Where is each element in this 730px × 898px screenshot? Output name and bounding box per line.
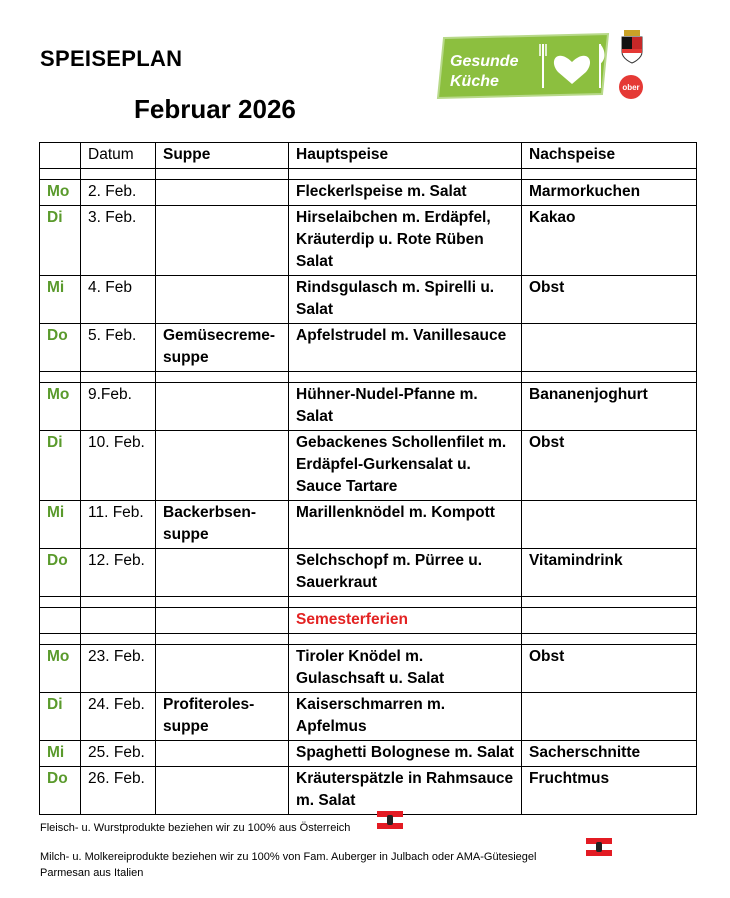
date-cell: 11. Feb.: [81, 501, 156, 549]
table-row: [40, 549, 697, 597]
date-cell: 2. Feb.: [81, 180, 156, 206]
soup-cell: [156, 767, 289, 815]
spacer-cell: [81, 169, 156, 180]
main-dish-cell: Hirselaibchen m. Erdäpfel, Kräuterdip u. Rote Rüben Salat: [289, 206, 522, 276]
col-header-day: [40, 143, 81, 169]
main-dish-cell: Marillenknödel m. Kompott: [289, 501, 522, 549]
spacer-cell: [81, 597, 156, 608]
main-dish-cell: Tiroler Knödel m. Gulaschsaft u. Salat: [289, 645, 522, 693]
spacer-cell: [156, 597, 289, 608]
table-row: [40, 324, 697, 372]
spacer-cell: [40, 169, 81, 180]
table-row: [40, 431, 697, 501]
spacer-cell: [289, 169, 522, 180]
date-cell: 4. Feb: [81, 276, 156, 324]
table-row: [40, 645, 697, 693]
ober-logo-text: ober: [622, 83, 640, 92]
table-row: [40, 501, 697, 549]
table-row: [40, 180, 697, 206]
dessert-cell: Bananenjoghurt: [522, 383, 697, 431]
soup-cell: [156, 549, 289, 597]
ober-logo-icon: [618, 74, 644, 100]
logo-text-line2: Küche: [450, 73, 499, 90]
main-dish-cell: Selchschopf m. Pürree u. Sauerkraut: [289, 549, 522, 597]
col-header-date: Datum: [81, 143, 156, 169]
soup-cell: [156, 645, 289, 693]
col-header-dessert: Nachspeise: [522, 143, 697, 169]
spacer-cell: [522, 169, 697, 180]
day-cell: Mi: [40, 501, 81, 549]
soup-cell: [156, 206, 289, 276]
spacer-cell: [522, 372, 697, 383]
dessert-cell: [522, 501, 697, 549]
table-row: [40, 206, 697, 276]
coat-of-arms-icon: [620, 30, 644, 64]
main-dish-cell: Apfelstrudel m. Vanillesauce: [289, 324, 522, 372]
soup-cell: Backerbsen-suppe: [156, 501, 289, 549]
spacer-row: [40, 634, 697, 645]
date-cell: 25. Feb.: [81, 741, 156, 767]
spacer-cell: [289, 372, 522, 383]
day-cell: Mo: [40, 383, 81, 431]
spacer-cell: [40, 597, 81, 608]
day-cell: Di: [40, 693, 81, 741]
table-row: [40, 693, 697, 741]
main-dish-cell: Spaghetti Bolognese m. Salat: [289, 741, 522, 767]
date-cell: 26. Feb.: [81, 767, 156, 815]
spacer-cell: [289, 634, 522, 645]
soup-cell: [156, 741, 289, 767]
empty-cell: [156, 608, 289, 634]
main-dish-cell: Fleckerlspeise m. Salat: [289, 180, 522, 206]
table-row: [40, 767, 697, 815]
spacer-row: [40, 597, 697, 608]
dessert-cell: Kakao: [522, 206, 697, 276]
spacer-cell: [289, 597, 522, 608]
date-cell: 3. Feb.: [81, 206, 156, 276]
spacer-cell: [156, 169, 289, 180]
spacer-row: [40, 169, 697, 180]
day-cell: Do: [40, 549, 81, 597]
dessert-cell: Marmorkuchen: [522, 180, 697, 206]
day-cell: Mi: [40, 741, 81, 767]
col-header-main: Hauptspeise: [289, 143, 522, 169]
date-cell: 9.Feb.: [81, 383, 156, 431]
footer-meat-note: Fleisch- u. Wurstprodukte beziehen wir zu 100% aus Österreich: [40, 822, 351, 834]
dessert-cell: [522, 324, 697, 372]
page-title: SPEISEPLAN: [40, 46, 183, 71]
day-cell: Di: [40, 206, 81, 276]
day-cell: Di: [40, 431, 81, 501]
empty-cell: [40, 608, 81, 634]
table-row: [40, 383, 697, 431]
soup-cell: [156, 431, 289, 501]
dessert-cell: Fruchtmus: [522, 767, 697, 815]
col-header-soup: Suppe: [156, 143, 289, 169]
date-cell: 12. Feb.: [81, 549, 156, 597]
month-title: Februar 2026: [134, 94, 296, 124]
spacer-cell: [522, 597, 697, 608]
dessert-cell: Vitamindrink: [522, 549, 697, 597]
soup-cell: [156, 180, 289, 206]
main-dish-cell: Hühner-Nudel-Pfanne m. Salat: [289, 383, 522, 431]
main-dish-cell: Kaiserschmarren m. Apfelmus: [289, 693, 522, 741]
logo-text-line1: Gesunde: [450, 53, 519, 70]
spacer-cell: [81, 372, 156, 383]
dessert-cell: Obst: [522, 431, 697, 501]
menu-table: [39, 142, 697, 815]
soup-cell: Gemüsecreme-suppe: [156, 324, 289, 372]
holiday-label: Semesterferien: [289, 608, 522, 634]
empty-cell: [522, 608, 697, 634]
main-dish-cell: Rindsgulasch m. Spirelli u. Salat: [289, 276, 522, 324]
dessert-cell: [522, 693, 697, 741]
day-cell: Do: [40, 324, 81, 372]
austria-flag-icon: [377, 811, 403, 829]
date-cell: 5. Feb.: [81, 324, 156, 372]
spacer-cell: [522, 634, 697, 645]
soup-cell: Profiteroles-suppe: [156, 693, 289, 741]
spacer-cell: [156, 634, 289, 645]
footer-dairy-note: Milch- u. Molkereiprodukte beziehen wir zu 100% von Fam. Auberger in Julbach oder AMA-Gütesiegel: [40, 851, 537, 863]
spacer-row: [40, 372, 697, 383]
gesunde-kueche-logo: [436, 32, 612, 100]
spacer-cell: [40, 634, 81, 645]
spacer-cell: [156, 372, 289, 383]
dessert-cell: Sacherschnitte: [522, 741, 697, 767]
date-cell: 10. Feb.: [81, 431, 156, 501]
table-header-row: [40, 143, 697, 169]
dessert-cell: Obst: [522, 276, 697, 324]
main-dish-cell: Gebackenes Schollenfilet m. Erdäpfel-Gurkensalat u. Sauce Tartare: [289, 431, 522, 501]
soup-cell: [156, 276, 289, 324]
day-cell: Mo: [40, 645, 81, 693]
main-dish-cell: Kräuterspätzle in Rahmsauce m. Salat: [289, 767, 522, 815]
day-cell: Mi: [40, 276, 81, 324]
date-cell: 24. Feb.: [81, 693, 156, 741]
day-cell: Mo: [40, 180, 81, 206]
dessert-cell: Obst: [522, 645, 697, 693]
austria-flag-icon: [586, 838, 612, 856]
empty-cell: [81, 608, 156, 634]
table-row: [40, 741, 697, 767]
table-row: [40, 276, 697, 324]
holiday-row: [40, 608, 697, 634]
day-cell: Do: [40, 767, 81, 815]
footer-parmesan-note: Parmesan aus Italien: [40, 867, 144, 879]
date-cell: 23. Feb.: [81, 645, 156, 693]
spacer-cell: [81, 634, 156, 645]
soup-cell: [156, 383, 289, 431]
spacer-cell: [40, 372, 81, 383]
